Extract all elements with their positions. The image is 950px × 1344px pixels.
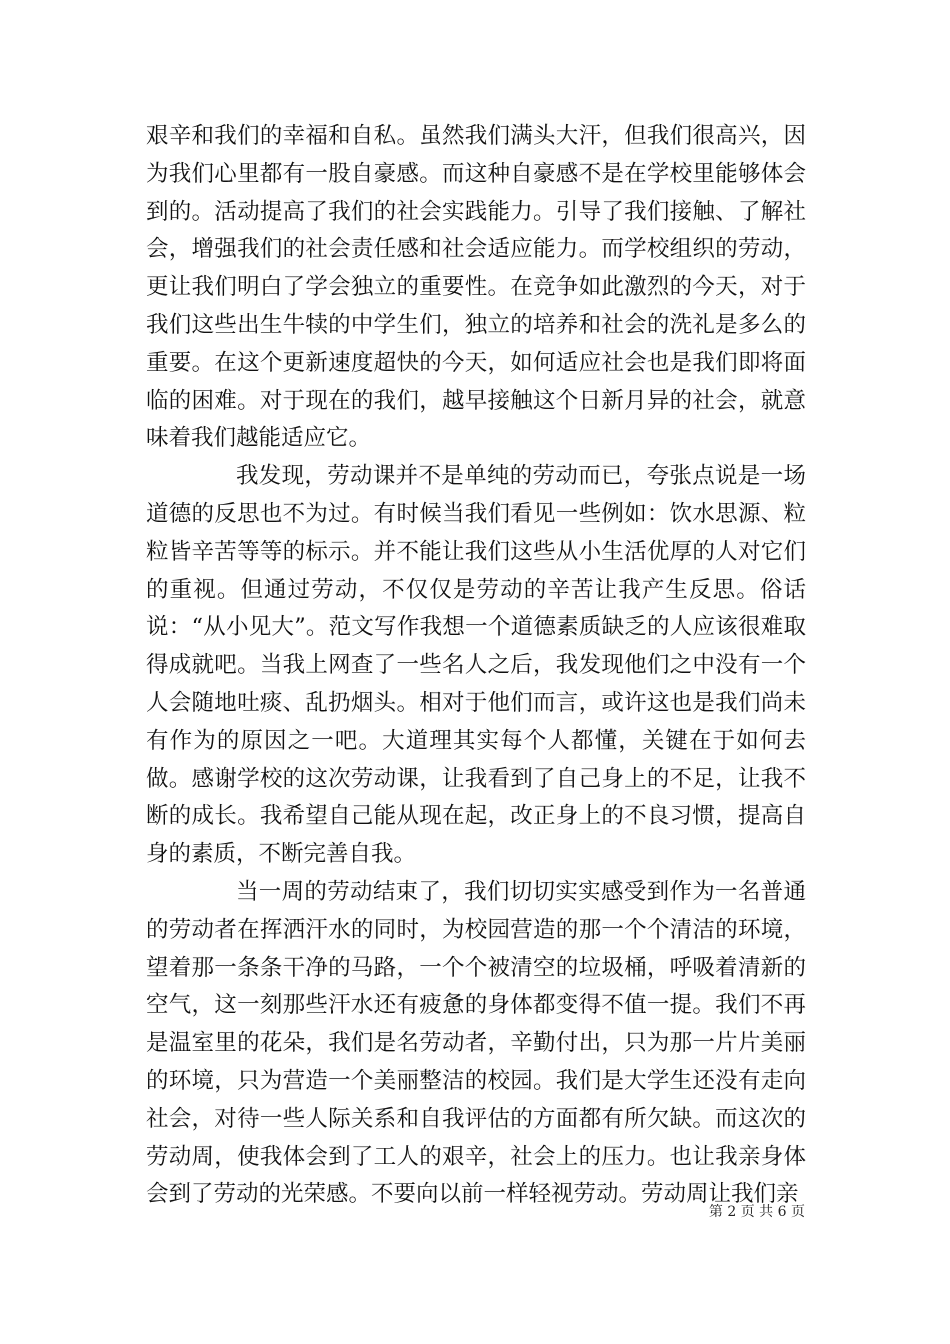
page-number-footer: 第 2 页 共 6 页: [708, 1204, 805, 1220]
paragraph-3: 当一周的劳动结束了，我们切切实实感受到作为一名普通的劳动者在挥洒汗水的同时，为校园营造的那一个个清洁的环境，望着那一条条干净的马路，一个个被清空的垃圾桶，呼吸着清新的空气，这一刻那些汗水还有疲惫的身体都变得不值一提。我们不再是温室里的花朵，我们是名劳动者，辛勤付出，只为那一片片美丽的环境，只为营造一个美丽整洁的校园。我们是大学生还没有走向社会，对待一些人际关系和自我评估的方面都有所欠缺。而这次的劳动周，使我体会到了工人的艰辛，社会上的压力。也让我亲身体会到了劳动的光荣感。不要向以前一样轻视劳动。劳动周让我们亲: [146, 878, 806, 1208]
document-body: [146, 118, 806, 1214]
paragraph-2: 我发现，劳动课并不是单纯的劳动而已，夸张点说是一场道德的反思也不为过。有时候当我们看见一些例如：饮水思源、粒粒皆辛苦等等的标示。并不能让我们这些从小生活优厚的人对它们的重视。但通过劳动，不仅仅是劳动的辛苦让我产生反思。俗话说：“从小见大”。范文写作我想一个道德素质缺乏的人应该很难取得成就吧。当我上网查了一些名人之后，我发现他们之中没有一个人会随地吐痰、乱扔烟头。相对于他们而言，或许这也是我们尚未有作为的原因之一吧。大道理其实每个人都懂，关键在于如何去做。感谢学校的这次劳动课，让我看到了自己身上的不足，让我不断的成长。我希望自己能从现在起，改正身上的不良习惯，提高自身的素质，不断完善自我。: [146, 463, 806, 868]
paragraph-1: 艰辛和我们的幸福和自私。虽然我们满头大汗，但我们很高兴，因为我们心里都有一股自豪感。而这种自豪感不是在学校里能够体会到的。活动提高了我们的社会实践能力。引导了我们接触、了解社会，增强我们的社会责任感和社会适应能力。而学校组织的劳动，更让我们明白了学会独立的重要性。在竞争如此激烈的今天，对于我们这些出生牛犊的中学生们，独立的培养和社会的洗礼是多么的重要。在这个更新速度超快的今天，如何适应社会也是我们即将面临的困难。对于现在的我们，越早接触这个日新月异的社会，就意味着我们越能适应它。: [146, 123, 806, 452]
